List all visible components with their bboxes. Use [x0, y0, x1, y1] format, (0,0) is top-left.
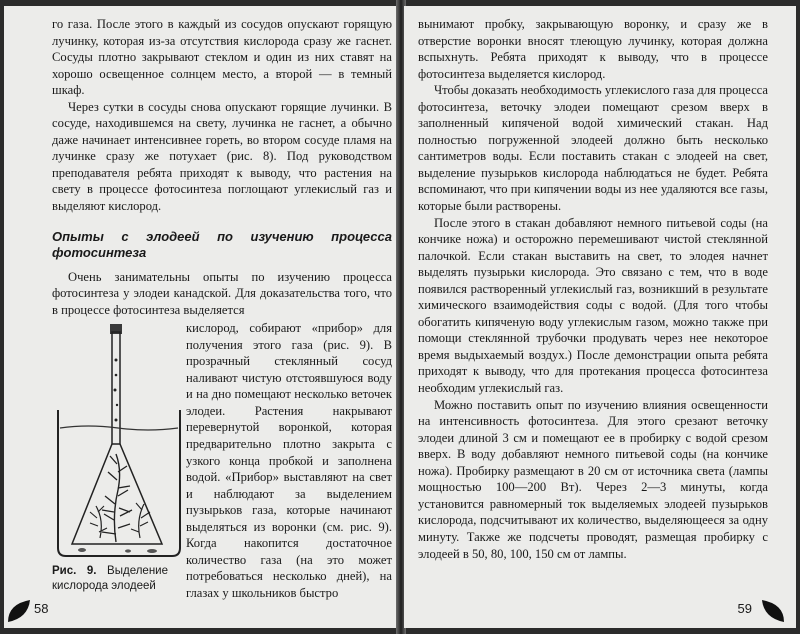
leaf-icon: [760, 598, 786, 624]
page-number-left: 58: [34, 601, 49, 616]
figure-caption: [52, 564, 168, 594]
figure-side-text: кислород, собирают «прибор» для получения этого газа (рис. 9). В прозрачный стеклянный сосуд наливают чистую отстоявшуюся воду и на дно помещают несколько веточек элодеи. Растения накрывают перевернутой воронкой, которая предварительно плотно закрыта с узкого конца пробкой и заполнена водой. «Прибор» выставляют на свет и наблюдают за выделением пузырьков газа, которые начинают выделяться из воронки (см. рис. 9). Когда накопится достаточное количество газа (на это может потребоваться несколько дней), на глазах у школьников быстро: [186, 321, 392, 600]
right-page: [404, 6, 796, 628]
left-paragraph-3: Очень занимательны опыты по изучению процесса фотосинтеза у элодеи канадской. Для доказательства того, что в процессе фотосинтеза выделяется: [52, 269, 392, 317]
figure-caption-label: Рис. 9.: [52, 565, 97, 578]
right-paragraph-3: После этого в стакан добавляют немного питьевой соды (на кончике ножа) и осторожно перемешивают чистой стеклянной палочкой. Если стакан выставить на свет, то элодея начнет выделять пузырьки кислорода. Это связано с тем, что в воде появился растворенный углекислый газ, возникший в результате химического взаимодействия соды с водой. (Для того чтобы обогатить кипяченую воду углекислым газом, можно также при помощи стеклянной трубочки продувать через нее некоторое время выдыхаемый воздух.) После демонстрации опыта ребята приходят к выводу, что для протекания процесса фотосинтеза необходим углекислый газ.: [418, 215, 768, 396]
right-paragraph-2: Чтобы доказать необходимость углекислого газа для процесса фотосинтеза, веточку элодеи помещают срезом вверх в заполненный кипяченой водой химический стакан. Над полностью погруженной элодеей должно быть несколько сантиметров воды. Если поставить стакан с элодеей на свет, выделение пузырьков кислорода наблюдаться не будет. Ребята вспоминают, что при кипячении воды из нее удаляются все газы, которые были растворены.: [418, 83, 768, 214]
right-page-column: [418, 16, 768, 562]
left-page-column: [52, 16, 392, 620]
right-paragraph-4: Можно поставить опыт по изучению влияния освещенности на интенсивность фотосинтеза. Для этого срезают веточку элодеи длиной 3 см и помещают ее в пробирку с водой срезом вверх. В воду добавляют немного питьевой соды (на кончике ножа). Пробирку размещают в 20 см от источника света (лампы мощностью 100—200 Вт). Через 2—3 минуты, когда установится равномерный ток выделяемых элодеей пузырьков кислорода, подсчитывают их количество, выделяющееся за одну минуту. Также же подсчеты проводят, размещая пробирку с элодеей в 50, 80, 100, 150 см от лампы.: [418, 397, 768, 561]
leaf-icon: [6, 598, 32, 624]
figure-block: [52, 320, 392, 620]
left-paragraph-2: Через сутки в сосуды снова опускают горящие лучинки. В сосуде, находившемся на свету, лучинка не гаснет, а обычно даже начинает интенсивнее гореть, во втором сосуде пламя на лучинке сразу же потухает (рис. 8). Под руководством преподавателя ребята приходят к выводу, что растения на свету в процессе фотосинтеза поглощают углекислый газ и выделяют кислород.: [52, 99, 392, 214]
section-heading: Опыты с элодеей по изучению процесса фотосинтеза: [52, 228, 392, 260]
right-paragraph-1: вынимают пробку, закрывающую воронку, и сразу же в отверстие воронки вносят тлеющую лучинку, которая должна вспыхнуть. Ребята приходят к выводу, что в процессе фотосинтеза выделяется кислород.: [418, 17, 768, 81]
left-top-paragraph: го газа. После этого в каждый из сосудов опускают горящую лучинку, которая из-за отсутствия кислорода сразу же гаснет. Сосуды плотно закрывают стеклом и один из них ставят на хорошо освещенное солнцем место, а второй — в темный шкаф.: [52, 17, 392, 98]
page-number-right: 59: [737, 601, 752, 616]
figure-caption-text: Выделение кислорода элодеей: [52, 565, 168, 593]
left-page: [4, 6, 398, 628]
elodea-funnel-apparatus-illustration: [52, 320, 182, 560]
